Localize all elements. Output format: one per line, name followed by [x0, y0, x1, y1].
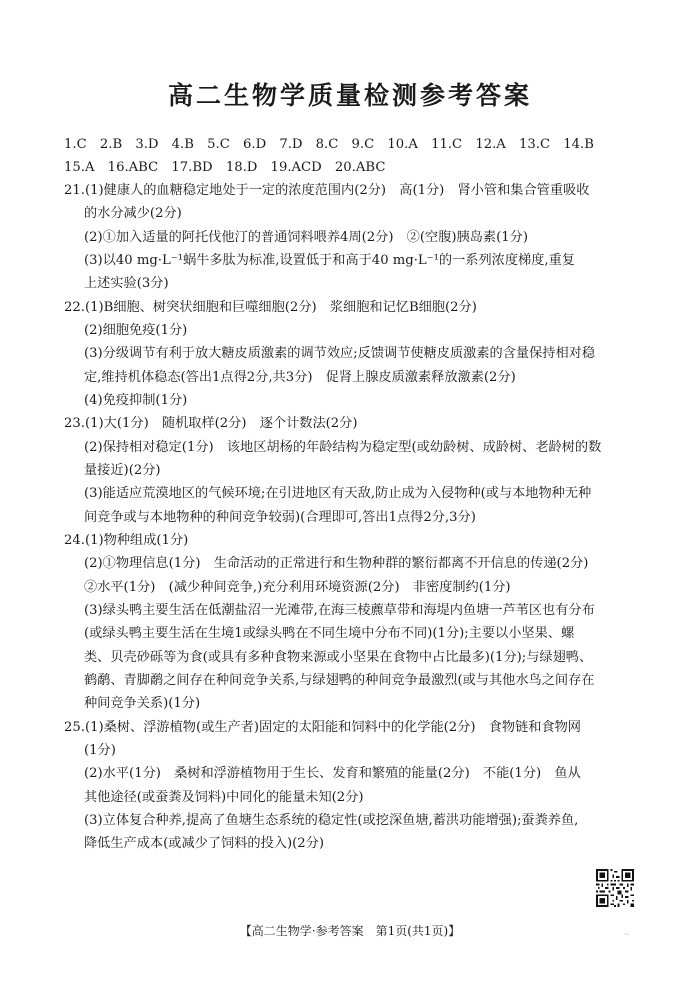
q22-line: (3)分级调节有利于放大糖皮质激素的调节效应;反馈调节使糖皮质激素的含量保持相对稳 — [84, 346, 596, 361]
corner-mark: ·· — [624, 930, 630, 939]
q23-line: 间竞争或与本地物种的种间竞争较弱)(合理即可,答出1点得2分,3分) — [84, 510, 476, 525]
q22-line: (4)免疫抑制(1分) — [84, 393, 188, 408]
q21-line: (3)以40 mg·L⁻¹蜗牛多肽为标准,设置低于和高于40 mg·L⁻¹的一系列浓度梯度,重复 — [84, 253, 575, 268]
q24-line: 鹤鹬、青脚鹬之间存在种间竞争关系,与绿翅鸭的种间竞争最激烈(或与其他水鸟之间存在 — [84, 673, 595, 688]
q25-line: (1分) — [84, 743, 116, 758]
q24-line: (或绿头鸭主要生活在生境1或绿头鸭在不同生境中分布不同)(1分);主要以小坚果、螺 — [84, 626, 575, 641]
q25-line: 其他途径(或蚕粪及饲料)中同化的能量未知(2分) — [84, 790, 364, 805]
q23-line: 量接近)(2分) — [84, 463, 161, 478]
q25-line: (3)立体复合种养,提高了鱼塘生态系统的稳定性(或挖深鱼塘,蓄洪功能增强);蚕粪养鱼, — [84, 813, 579, 828]
q23-line: (2)保持相对稳定(1分) 该地区胡杨的年龄结构为稳定型(或幼龄树、成龄树、老龄树的数 — [84, 440, 602, 455]
q21-line: 的水分减少(2分) — [84, 206, 182, 221]
q22-line: (2)细胞免疫(1分) — [84, 323, 188, 338]
q24-line: ②水平(1分) (减少种间竞争,)充分利用环境资源(2分) 非密度制约(1分) — [84, 580, 511, 595]
q25-line: (2)水平(1分) 桑树和浮游植物用于生长、发育和繁殖的能量(2分) 不能(1分) 鱼从 — [84, 766, 581, 781]
q24-line: 种间竞争关系)(1分) — [84, 696, 201, 711]
q24-line: 类、贝壳砂砾等为食(或具有多种食物来源或小坚果在食物中占比最多)(1分);与绿翅鸭、 — [84, 650, 593, 665]
q24-line: (3)绿头鸭主要生活在低潮盐沼一光滩带,在海三棱藨草带和海堤内鱼塘一芦苇区也有分布 — [84, 603, 595, 618]
choice-answers-line-2: 15.A 16.ABC 17.BD 18.D 19.ACD 20.ABC — [64, 160, 386, 175]
q21-line: 21.(1)健康人的血糖稳定地处于一定的浓度范围内(2分) 高(1分) 肾小管和集合管重吸收 — [64, 183, 590, 198]
choice-answers-line-1: 1.C 2.B 3.D 4.B 5.C 6.D 7.D 8.C 9.C 10.A 11.C 12.A 13.C 14.B — [64, 137, 594, 152]
qr-code-icon — [596, 869, 634, 907]
q21-line: 上述实验(3分) — [84, 276, 169, 291]
q22-line: 定,维持机体稳态(答出1点得2分,共3分) 促肾上腺皮质激素释放激素(2分) — [84, 370, 516, 385]
q24-line: 24.(1)物种组成(1分) — [64, 533, 189, 548]
q23-line: (3)能适应荒漠地区的气候环境;在引进地区有天敌,防止成为入侵物种(或与本地物种无种 — [84, 486, 592, 501]
page-footer: 【高二生物学·参考答案 第1页(共1页)】 — [239, 924, 461, 938]
q25-line: 降低生产成本(或减少了饲料的投入)(2分) — [84, 836, 324, 851]
q23-line: 23.(1)大(1分) 随机取样(2分) 逐个计数法(2分) — [64, 416, 358, 431]
q22-line: 22.(1)B细胞、树突状细胞和巨噬细胞(2分) 浆细胞和记忆B细胞(2分) — [64, 300, 477, 315]
q24-line: (2)①物理信息(1分) 生命活动的正常进行和生物种群的繁衍都离不开信息的传递(2分) — [84, 556, 589, 571]
q21-line: (2)①加入适量的阿托伐他汀的普通饲料喂养4周(2分) ②(空腹)胰岛素(1分) — [84, 230, 528, 245]
page-title: 高二生物学质量检测参考答案 — [167, 81, 532, 110]
q25-line: 25.(1)桑树、浮游植物(或生产者)固定的太阳能和饲料中的化学能(2分) 食物链和食物网 — [64, 720, 581, 735]
